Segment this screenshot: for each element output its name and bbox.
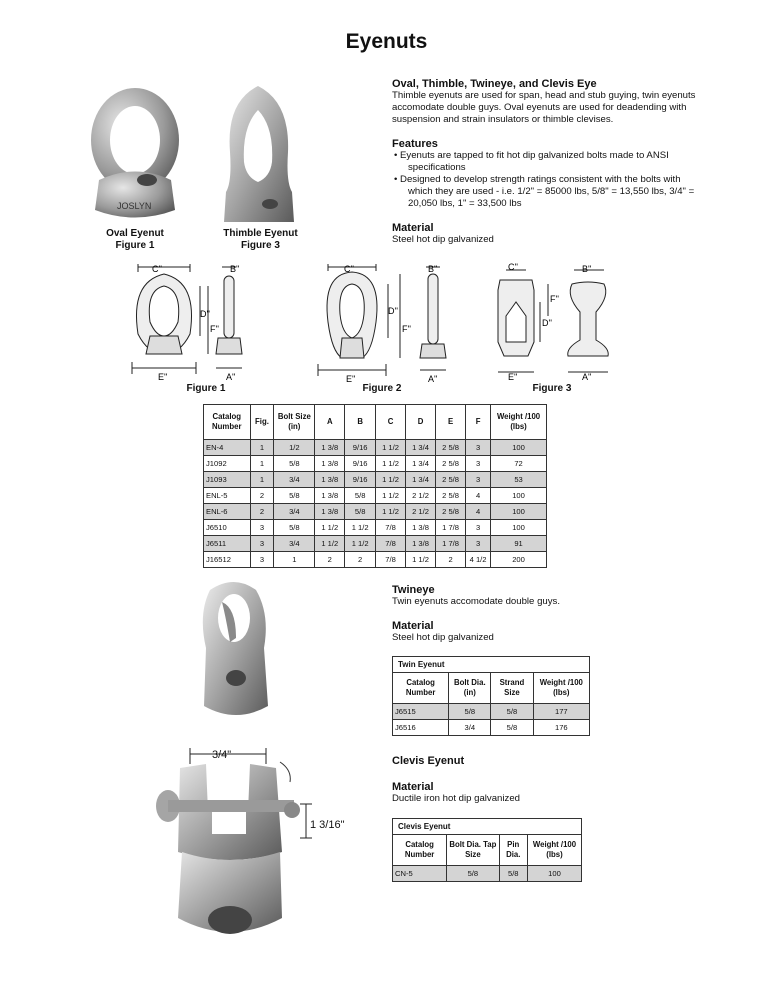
thimble-eyenut-figure: Figure 3 — [241, 240, 280, 251]
table-cell: 100 — [491, 440, 547, 456]
table-cell: 9/16 — [345, 456, 376, 472]
figure-3-diagram — [488, 262, 638, 384]
table-cell: J6515 — [393, 704, 449, 720]
table-cell: 5/8 — [491, 720, 533, 736]
dim-label: C'' — [152, 264, 162, 274]
table-cell: 53 — [491, 472, 547, 488]
table-cell: 1 — [250, 472, 274, 488]
dim-label: E'' — [346, 374, 356, 384]
clevis-material-heading: Material — [392, 781, 434, 793]
table-caption: Twin Eyenut — [393, 657, 590, 673]
table-cell: 3 — [250, 536, 274, 552]
table-cell: 9/16 — [345, 440, 376, 456]
dim-label: F'' — [402, 324, 411, 334]
col-header: Catalog Number — [212, 412, 242, 431]
figure-3-caption: Figure 3 — [532, 383, 572, 394]
oval-eyenut-label: Oval Eyenut — [106, 228, 164, 239]
table-cell: 7/8 — [376, 536, 406, 552]
feature-item — [392, 174, 732, 210]
feature-line: • Designed to develop strength ratings consistent with the bolts with — [394, 174, 681, 185]
table-cell: 1 1/2 — [376, 440, 406, 456]
table-cell: 100 — [491, 504, 547, 520]
table-cell: 1 3/8 — [315, 440, 345, 456]
dim-label: B'' — [230, 264, 240, 274]
twineye-text: Twin eyenuts accomodate double guys. — [392, 596, 560, 607]
table-cell: 3 — [250, 552, 274, 568]
table-cell: 3 — [250, 520, 274, 536]
table-cell: 4 — [466, 504, 491, 520]
table-row — [204, 536, 547, 552]
col-header: F — [475, 417, 481, 426]
table-cell: 1 — [250, 456, 274, 472]
table-cell: 1 1/2 — [345, 536, 376, 552]
table-cell: 1 3/4 — [406, 472, 436, 488]
col-header: Pin Dia. — [499, 835, 528, 866]
table-cell: ENL-6 — [204, 504, 251, 520]
dim-label: C'' — [508, 262, 518, 272]
table-row — [204, 520, 547, 536]
table-cell: 3 — [466, 536, 491, 552]
col-header: Strand Size — [491, 673, 533, 704]
joslyn-stamp: JOSLYN — [117, 201, 152, 211]
table-cell: 3 — [466, 440, 491, 456]
col-header: A — [326, 417, 333, 426]
table-cell: 2 — [436, 552, 466, 568]
col-header: Bolt Dia. Tap Size — [447, 835, 499, 866]
table-cell: 2 5/8 — [436, 472, 466, 488]
table-cell: 3 — [466, 456, 491, 472]
col-header: Bolt Dia. (in) — [449, 673, 491, 704]
clevis-height-dim: 1 3/16" — [310, 819, 345, 831]
feature-line: 20,050 lbs, 1" = 33,500 lbs — [408, 198, 522, 209]
table-cell: 1 1/2 — [376, 472, 406, 488]
twineye-material-text: Steel hot dip galvanized — [392, 632, 494, 643]
twin-eyenut-table — [392, 656, 590, 736]
clevis-width-dim: 3/4" — [212, 749, 232, 761]
intro-line: Thimble eyenuts are used for span, head and stub guying, twin eyenuts — [392, 90, 696, 101]
table-cell: 1/2 — [274, 440, 315, 456]
oval-eyenut-figure: Figure 1 — [115, 240, 155, 251]
table-cell: 4 — [466, 488, 491, 504]
table-cell: J6511 — [204, 536, 251, 552]
twineye-heading: Twineye — [392, 584, 435, 596]
table-cell: 1 3/8 — [315, 504, 345, 520]
table-cell: 2 1/2 — [406, 488, 436, 504]
clevis-eyenut-photo — [150, 742, 360, 947]
twin-eyenut-photo — [196, 578, 271, 724]
dim-label: F'' — [210, 324, 219, 334]
table-cell: J1092 — [204, 456, 251, 472]
table-cell: 3 — [466, 472, 491, 488]
table-cell: 3/4 — [274, 504, 315, 520]
table-cell: 100 — [491, 520, 547, 536]
intro-heading: Oval, Thimble, Twineye, and Clevis Eye — [392, 78, 597, 90]
table-cell: 3/4 — [274, 536, 315, 552]
table-cell: 1 1/2 — [376, 504, 406, 520]
table-cell: 1 — [274, 552, 315, 568]
table-cell: 1 3/4 — [406, 456, 436, 472]
table-header-row — [204, 405, 547, 440]
table-cell: 5/8 — [274, 456, 315, 472]
table-cell: 2 5/8 — [436, 440, 466, 456]
feature-line: which they are used - i.e. 1/2" = 85000 lbs, 5/8" = 13,550 lbs, 3/4" = — [408, 186, 695, 197]
dim-label: D'' — [200, 309, 210, 319]
thimble-eyenut-label: Thimble Eyenut — [223, 228, 298, 239]
table-cell: 3 — [466, 520, 491, 536]
table-cell: 5/8 — [447, 866, 499, 882]
table-cell: 1 — [250, 440, 274, 456]
material-heading: Material — [392, 222, 434, 234]
table-cell: 1 7/8 — [436, 536, 466, 552]
table-cell: 200 — [491, 552, 547, 568]
table-cell: 2 5/8 — [436, 488, 466, 504]
oval-eyenut-photo — [85, 85, 185, 230]
dim-label: E'' — [508, 372, 518, 382]
figure-2-diagram — [312, 262, 462, 384]
dim-label: B'' — [428, 264, 438, 274]
table-row — [204, 488, 547, 504]
dim-label: D'' — [542, 318, 552, 328]
table-cell: 1 3/8 — [315, 488, 345, 504]
table-cell: 5/8 — [345, 488, 376, 504]
table-cell: 100 — [491, 488, 547, 504]
dim-label: C'' — [344, 264, 354, 274]
table-cell: 1 1/2 — [376, 456, 406, 472]
dim-label: F'' — [550, 294, 559, 304]
table-cell: EN-4 — [204, 440, 251, 456]
table-cell: 2 5/8 — [436, 456, 466, 472]
table-row — [393, 704, 590, 720]
table-caption: Clevis Eyenut — [393, 819, 582, 835]
dim-label: D'' — [388, 306, 398, 316]
intro-line: suspension and strain insulators or thimble clevises. — [392, 114, 614, 125]
col-header: Weight /100 (lbs) — [496, 412, 541, 431]
table-cell: 1 1/2 — [315, 520, 345, 536]
col-header: B — [357, 417, 363, 426]
table-row — [393, 720, 590, 736]
table-cell: 91 — [491, 536, 547, 552]
col-header: C — [387, 417, 394, 426]
table-row — [204, 456, 547, 472]
table-cell: 1 1/2 — [376, 488, 406, 504]
figure-1-caption: Figure 1 — [186, 383, 226, 394]
table-cell: 2 — [250, 504, 274, 520]
clevis-material-text: Ductile iron hot dip galvanized — [392, 793, 520, 804]
clevis-eyenut-table — [392, 818, 582, 882]
table-cell: 1 3/8 — [406, 536, 436, 552]
table-row — [204, 440, 547, 456]
table-cell: J6516 — [393, 720, 449, 736]
table-cell: CN-5 — [393, 866, 447, 882]
col-header: Weight /100 (lbs) — [528, 835, 582, 866]
table-cell: J16512 — [204, 552, 251, 568]
table-cell: 2 — [250, 488, 274, 504]
twineye-material-heading: Material — [392, 620, 434, 632]
table-cell: 5/8 — [491, 704, 533, 720]
dim-label: B'' — [582, 264, 592, 274]
col-header: Fig. — [255, 417, 269, 426]
table-cell: J6510 — [204, 520, 251, 536]
thimble-eyenut-photo — [218, 82, 298, 230]
table-cell: 1 1/2 — [406, 552, 436, 568]
eyenut-spec-table — [203, 404, 547, 568]
figure-1-diagram — [120, 262, 270, 384]
table-cell: 7/8 — [376, 552, 406, 568]
col-header: E — [447, 417, 454, 426]
feature-line: specifications — [408, 162, 466, 173]
dim-label: A'' — [226, 372, 236, 382]
page-title: Eyenuts — [345, 30, 428, 53]
table-cell: 1 3/8 — [315, 456, 345, 472]
table-cell: 5/8 — [499, 866, 528, 882]
table-row — [393, 866, 582, 882]
material-text: Steel hot dip galvanized — [392, 234, 494, 245]
col-header: Bolt Size (in) — [277, 412, 311, 431]
table-cell: 177 — [533, 704, 589, 720]
table-cell: 1 1/2 — [315, 536, 345, 552]
table-cell: 1 3/4 — [406, 440, 436, 456]
table-cell: 9/16 — [345, 472, 376, 488]
table-cell: 5/8 — [449, 704, 491, 720]
table-cell: 1 3/8 — [406, 520, 436, 536]
table-cell: 7/8 — [376, 520, 406, 536]
table-cell: J1093 — [204, 472, 251, 488]
dim-label: A'' — [582, 372, 592, 382]
table-row — [204, 504, 547, 520]
table-row — [204, 552, 547, 568]
table-cell: 3/4 — [274, 472, 315, 488]
table-row — [204, 472, 547, 488]
table-cell: 5/8 — [345, 504, 376, 520]
table-cell: 1 3/8 — [315, 472, 345, 488]
table-cell: ENL-5 — [204, 488, 251, 504]
col-header: D — [417, 417, 424, 426]
table-cell: 3/4 — [449, 720, 491, 736]
feature-line: • Eyenuts are tapped to fit hot dip galvanized bolts made to ANSI — [394, 150, 669, 161]
table-cell: 5/8 — [274, 520, 315, 536]
feature-item — [392, 150, 732, 174]
table-cell: 100 — [528, 866, 582, 882]
col-header: Catalog Number — [393, 673, 449, 704]
clevis-heading: Clevis Eyenut — [392, 755, 465, 767]
table-cell: 2 5/8 — [436, 504, 466, 520]
table-cell: 5/8 — [274, 488, 315, 504]
table-cell: 176 — [533, 720, 589, 736]
table-cell: 1 1/2 — [345, 520, 376, 536]
table-cell: 2 — [315, 552, 345, 568]
table-cell: 1 7/8 — [436, 520, 466, 536]
table-cell: 4 1/2 — [466, 552, 491, 568]
table-cell: 72 — [491, 456, 547, 472]
col-header: Catalog Number — [393, 835, 447, 866]
col-header: Weight /100 (lbs) — [533, 673, 589, 704]
intro-line: accomodate double guys. Oval eyenuts are used for deadending with — [392, 102, 687, 113]
figure-2-caption: Figure 2 — [362, 383, 402, 394]
features-heading: Features — [392, 138, 438, 150]
table-cell: 2 — [345, 552, 376, 568]
dim-label: E'' — [158, 372, 168, 382]
dim-label: A'' — [428, 374, 438, 384]
table-cell: 2 1/2 — [406, 504, 436, 520]
